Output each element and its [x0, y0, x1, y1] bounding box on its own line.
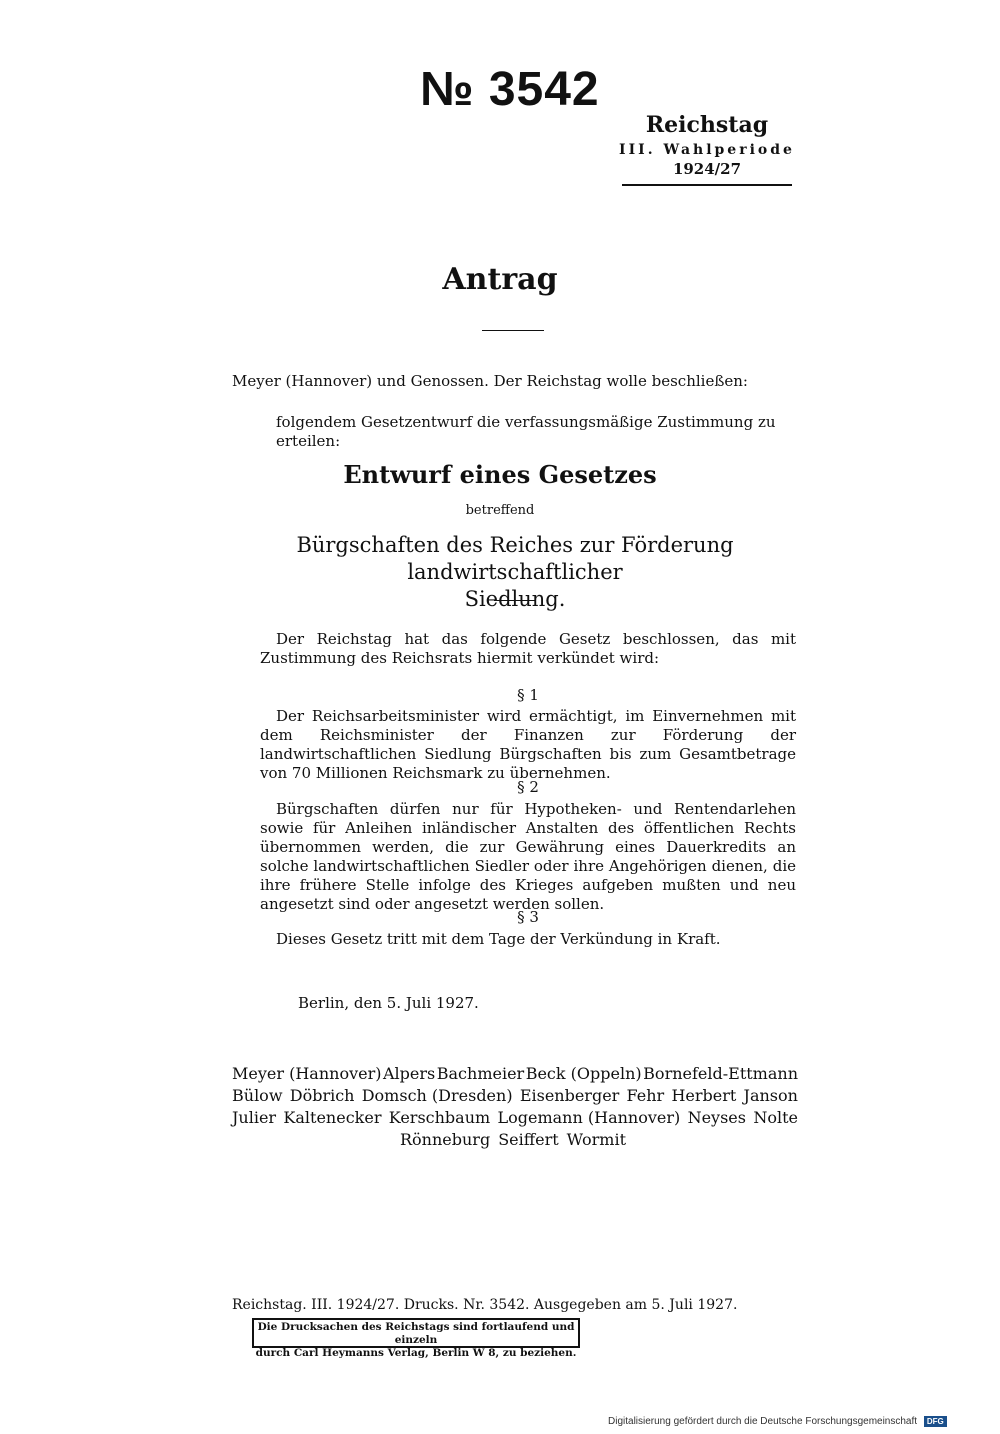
section-2-text: Bürgschaften dürfen nur für Hypotheken- und Rentendarlehen sowie für Anleihen inländischer Anstalten des öffentlichen Rechts übernommen werden, die zur Gewährung eines Dauerkredits an solche landwirtschaftlichen Siedler oder ihre Angehörigen dienen, die ihre frühere Stelle infolge des Krieges aufgeben mußten und neu angesetzt sind oder angesetzt werden sollen. — [260, 800, 796, 913]
signatory: Bülow — [232, 1086, 283, 1105]
digitization-credit — [608, 1416, 947, 1427]
credit-text: Digitalisierung gefördert durch die Deutsche Forschungsgemeinschaft — [608, 1416, 918, 1428]
signatory: Domsch (Dresden) — [361, 1086, 513, 1105]
draft-subheading: betreffend — [465, 503, 535, 518]
title-divider — [482, 330, 544, 331]
section-2-label: § 2 — [517, 778, 539, 796]
signatory: Janson — [743, 1086, 798, 1105]
signatory: Logemann (Hannover) — [497, 1108, 681, 1127]
signatory: Kaltenecker — [283, 1108, 382, 1127]
draft-title-line-1: Bürgschaften des Reiches zur Förderung landwirtschaftlicher — [296, 533, 734, 584]
publisher-box-line-2: durch Carl Heymanns Verlag, Berlin W 8, zu beziehen. — [255, 1347, 577, 1359]
signatory: Julier — [232, 1108, 277, 1127]
signatory: Alpers — [382, 1064, 436, 1083]
signatory: Beck (Oppeln) — [525, 1064, 642, 1083]
signatory: Eisenberger — [519, 1086, 620, 1105]
signatory: Wormit — [566, 1130, 626, 1149]
intro-line-2: folgendem Gesetzentwurf die verfassungsmäßige Zustimmung zu erteilen: — [276, 413, 776, 450]
signatory: Neyses — [687, 1108, 746, 1127]
signatory: Bornefeld-Ettmann — [643, 1064, 798, 1083]
signatory: Herbert — [671, 1086, 737, 1105]
preamble: Der Reichstag hat das folgende Gesetz beschlossen, das mit Zustimmung des Reichsrats hiermit verkündet wird: — [260, 630, 796, 667]
draft-heading: Entwurf eines Gesetzes — [343, 460, 657, 489]
header-years: 1924/27 — [672, 160, 742, 178]
section-3-label: § 3 — [517, 908, 539, 926]
signatory: Döbrich — [289, 1086, 355, 1105]
signatories-row-2 — [232, 1086, 798, 1105]
header-period: III. Wahlperiode — [619, 142, 795, 158]
dfg-logo-icon: DFG — [924, 1416, 947, 1427]
draft-title-line-2: Siedlung. — [464, 587, 566, 611]
section-1-text: Der Reichsarbeitsminister wird ermächtigt, im Einvernehmen mit dem Reichsminister der Finanzen zur Förderung der landwirtschaftlichen Siedlung Bürgschaften bis zum Gesamtbetrage von 70 Millionen Reichsmark zu übernehmen. — [260, 707, 796, 782]
signatories-row-1 — [232, 1064, 798, 1083]
intro-line-1: Meyer (Hannover) und Genossen. Der Reichstag wolle beschließen: — [232, 372, 748, 390]
header-body: Reichstag — [645, 112, 769, 138]
draft-divider — [494, 600, 536, 601]
page-title: Antrag — [442, 262, 558, 297]
publisher-box-line-1: Die Drucksachen des Reichstags sind fortlaufend und einzeln — [257, 1321, 575, 1346]
signatory: Meyer (Hannover) — [232, 1064, 382, 1083]
header-block — [618, 112, 796, 178]
signatory: Nolte — [753, 1108, 798, 1127]
signatory: Seiffert — [498, 1130, 559, 1149]
signatories-row-4 — [400, 1130, 626, 1149]
signatory: Rönneburg — [400, 1130, 491, 1149]
signatory: Fehr — [626, 1086, 665, 1105]
place-date: Berlin, den 5. Juli 1927. — [298, 994, 479, 1012]
signatory: Kerschbaum — [388, 1108, 491, 1127]
section-1-label: § 1 — [517, 686, 539, 704]
document-number: № 3542 — [420, 63, 600, 116]
signatories-row-3 — [232, 1108, 798, 1127]
signatory: Bachmeier — [436, 1064, 525, 1083]
section-3-text: Dieses Gesetz tritt mit dem Tage der Verkündung in Kraft. — [276, 930, 721, 948]
header-rule — [622, 184, 792, 186]
footer-line: Reichstag. III. 1924/27. Drucks. Nr. 3542. Ausgegeben am 5. Juli 1927. — [232, 1297, 738, 1313]
publisher-box — [252, 1318, 580, 1359]
